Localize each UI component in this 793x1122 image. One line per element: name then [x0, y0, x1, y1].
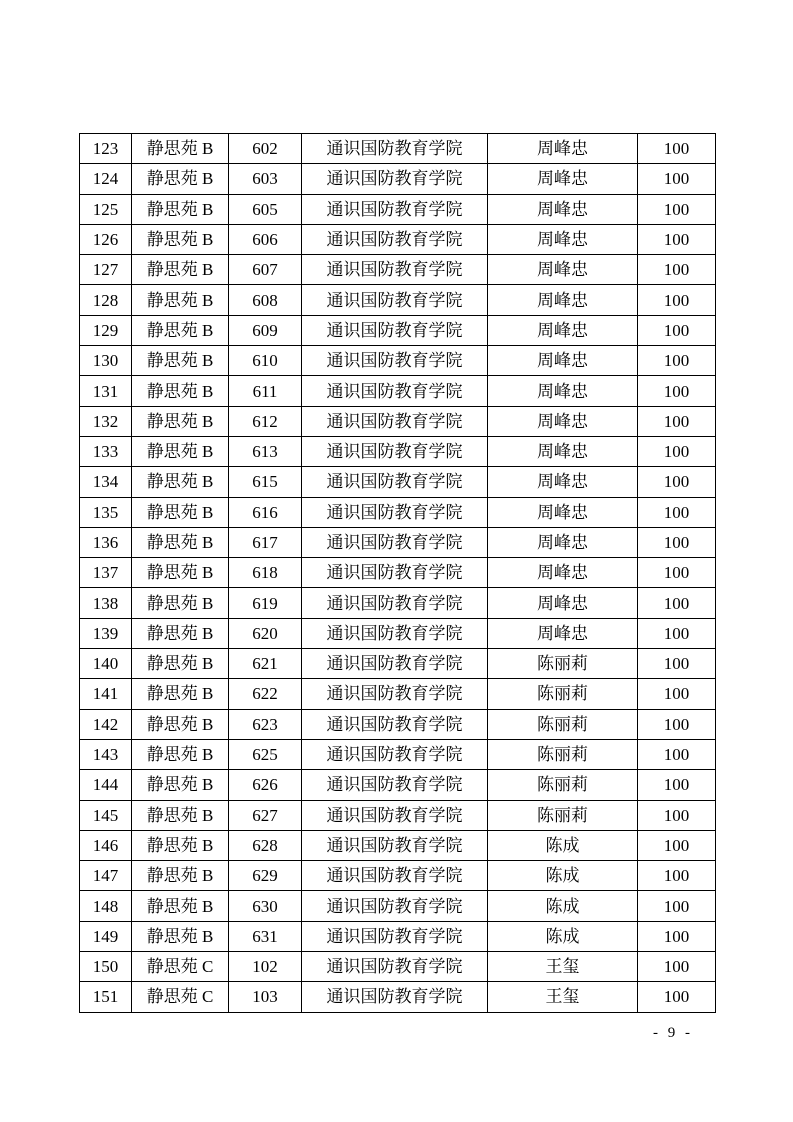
score-cell: 100 — [638, 376, 716, 406]
table-row — [80, 194, 716, 224]
score-cell: 100 — [638, 830, 716, 860]
building-cell: 静思苑 B — [132, 497, 229, 527]
person-cell: 周峰忠 — [488, 376, 638, 406]
room-cell: 629 — [229, 861, 302, 891]
row-index-cell: 147 — [80, 861, 132, 891]
table-row — [80, 588, 716, 618]
college-cell: 通识国防教育学院 — [302, 952, 488, 982]
college-cell: 通识国防教育学院 — [302, 164, 488, 194]
person-cell: 陈丽莉 — [488, 770, 638, 800]
score-cell: 100 — [638, 436, 716, 466]
person-cell: 周峰忠 — [488, 285, 638, 315]
table-row — [80, 497, 716, 527]
person-cell: 周峰忠 — [488, 588, 638, 618]
score-cell: 100 — [638, 224, 716, 254]
data-table — [79, 133, 716, 1013]
building-cell: 静思苑 B — [132, 255, 229, 285]
score-cell: 100 — [638, 164, 716, 194]
room-cell: 625 — [229, 739, 302, 769]
table-row — [80, 376, 716, 406]
row-index-cell: 146 — [80, 830, 132, 860]
building-cell: 静思苑 C — [132, 982, 229, 1012]
table-row — [80, 649, 716, 679]
room-cell: 617 — [229, 527, 302, 557]
score-cell: 100 — [638, 315, 716, 345]
building-cell: 静思苑 B — [132, 921, 229, 951]
score-cell: 100 — [638, 891, 716, 921]
room-cell: 618 — [229, 558, 302, 588]
table-row — [80, 315, 716, 345]
row-index-cell: 129 — [80, 315, 132, 345]
score-cell: 100 — [638, 952, 716, 982]
table-row — [80, 224, 716, 254]
table-row — [80, 982, 716, 1012]
person-cell: 周峰忠 — [488, 315, 638, 345]
college-cell: 通识国防教育学院 — [302, 739, 488, 769]
person-cell: 周峰忠 — [488, 436, 638, 466]
row-index-cell: 150 — [80, 952, 132, 982]
room-cell: 621 — [229, 649, 302, 679]
row-index-cell: 140 — [80, 649, 132, 679]
college-cell: 通识国防教育学院 — [302, 649, 488, 679]
row-index-cell: 123 — [80, 134, 132, 164]
college-cell: 通识国防教育学院 — [302, 770, 488, 800]
row-index-cell: 130 — [80, 346, 132, 376]
college-cell: 通识国防教育学院 — [302, 134, 488, 164]
row-index-cell: 148 — [80, 891, 132, 921]
college-cell: 通识国防教育学院 — [302, 436, 488, 466]
building-cell: 静思苑 B — [132, 436, 229, 466]
room-cell: 616 — [229, 497, 302, 527]
college-cell: 通识国防教育学院 — [302, 255, 488, 285]
building-cell: 静思苑 B — [132, 134, 229, 164]
person-cell: 周峰忠 — [488, 134, 638, 164]
row-index-cell: 132 — [80, 406, 132, 436]
score-cell: 100 — [638, 770, 716, 800]
person-cell: 陈丽莉 — [488, 739, 638, 769]
person-cell: 周峰忠 — [488, 618, 638, 648]
table-row — [80, 285, 716, 315]
building-cell: 静思苑 B — [132, 649, 229, 679]
college-cell: 通识国防教育学院 — [302, 467, 488, 497]
table-row — [80, 800, 716, 830]
building-cell: 静思苑 B — [132, 376, 229, 406]
person-cell: 陈丽莉 — [488, 800, 638, 830]
building-cell: 静思苑 B — [132, 770, 229, 800]
college-cell: 通识国防教育学院 — [302, 921, 488, 951]
table-row — [80, 891, 716, 921]
building-cell: 静思苑 B — [132, 558, 229, 588]
score-cell: 100 — [638, 861, 716, 891]
college-cell: 通识国防教育学院 — [302, 830, 488, 860]
building-cell: 静思苑 B — [132, 800, 229, 830]
college-cell: 通识国防教育学院 — [302, 891, 488, 921]
college-cell: 通识国防教育学院 — [302, 588, 488, 618]
score-cell: 100 — [638, 982, 716, 1012]
college-cell: 通识国防教育学院 — [302, 376, 488, 406]
college-cell: 通识国防教育学院 — [302, 709, 488, 739]
building-cell: 静思苑 B — [132, 618, 229, 648]
person-cell: 陈丽莉 — [488, 679, 638, 709]
building-cell: 静思苑 B — [132, 315, 229, 345]
college-cell: 通识国防教育学院 — [302, 861, 488, 891]
row-index-cell: 135 — [80, 497, 132, 527]
score-cell: 100 — [638, 255, 716, 285]
table-row — [80, 679, 716, 709]
building-cell: 静思苑 B — [132, 164, 229, 194]
room-cell: 615 — [229, 467, 302, 497]
person-cell: 周峰忠 — [488, 164, 638, 194]
building-cell: 静思苑 B — [132, 679, 229, 709]
building-cell: 静思苑 B — [132, 467, 229, 497]
row-index-cell: 128 — [80, 285, 132, 315]
room-cell: 620 — [229, 618, 302, 648]
score-cell: 100 — [638, 679, 716, 709]
college-cell: 通识国防教育学院 — [302, 497, 488, 527]
room-cell: 611 — [229, 376, 302, 406]
room-cell: 103 — [229, 982, 302, 1012]
room-cell: 630 — [229, 891, 302, 921]
table-row — [80, 739, 716, 769]
person-cell: 陈成 — [488, 861, 638, 891]
room-cell: 613 — [229, 436, 302, 466]
row-index-cell: 131 — [80, 376, 132, 406]
row-index-cell: 138 — [80, 588, 132, 618]
room-cell: 626 — [229, 770, 302, 800]
person-cell: 陈丽莉 — [488, 709, 638, 739]
person-cell: 周峰忠 — [488, 224, 638, 254]
table-body — [80, 134, 716, 1013]
score-cell: 100 — [638, 527, 716, 557]
row-index-cell: 125 — [80, 194, 132, 224]
room-cell: 609 — [229, 315, 302, 345]
building-cell: 静思苑 B — [132, 891, 229, 921]
score-cell: 100 — [638, 346, 716, 376]
college-cell: 通识国防教育学院 — [302, 194, 488, 224]
table-row — [80, 558, 716, 588]
room-cell: 608 — [229, 285, 302, 315]
room-cell: 605 — [229, 194, 302, 224]
row-index-cell: 136 — [80, 527, 132, 557]
row-index-cell: 144 — [80, 770, 132, 800]
person-cell: 周峰忠 — [488, 194, 638, 224]
college-cell: 通识国防教育学院 — [302, 679, 488, 709]
building-cell: 静思苑 B — [132, 224, 229, 254]
person-cell: 周峰忠 — [488, 467, 638, 497]
person-cell: 陈丽莉 — [488, 649, 638, 679]
college-cell: 通识国防教育学院 — [302, 982, 488, 1012]
table-row — [80, 346, 716, 376]
building-cell: 静思苑 B — [132, 285, 229, 315]
room-cell: 607 — [229, 255, 302, 285]
table-row — [80, 709, 716, 739]
score-cell: 100 — [638, 921, 716, 951]
room-cell: 610 — [229, 346, 302, 376]
building-cell: 静思苑 B — [132, 527, 229, 557]
table-row — [80, 134, 716, 164]
table-row — [80, 921, 716, 951]
row-index-cell: 143 — [80, 739, 132, 769]
room-cell: 631 — [229, 921, 302, 951]
score-cell: 100 — [638, 497, 716, 527]
table-row — [80, 618, 716, 648]
college-cell: 通识国防教育学院 — [302, 618, 488, 648]
person-cell: 王玺 — [488, 982, 638, 1012]
table-row — [80, 527, 716, 557]
table-row — [80, 467, 716, 497]
row-index-cell: 141 — [80, 679, 132, 709]
building-cell: 静思苑 B — [132, 739, 229, 769]
row-index-cell: 133 — [80, 436, 132, 466]
room-cell: 603 — [229, 164, 302, 194]
row-index-cell: 134 — [80, 467, 132, 497]
score-cell: 100 — [638, 194, 716, 224]
college-cell: 通识国防教育学院 — [302, 285, 488, 315]
score-cell: 100 — [638, 467, 716, 497]
person-cell: 王玺 — [488, 952, 638, 982]
score-cell: 100 — [638, 558, 716, 588]
college-cell: 通识国防教育学院 — [302, 558, 488, 588]
row-index-cell: 151 — [80, 982, 132, 1012]
score-cell: 100 — [638, 709, 716, 739]
row-index-cell: 127 — [80, 255, 132, 285]
person-cell: 周峰忠 — [488, 255, 638, 285]
room-cell: 622 — [229, 679, 302, 709]
score-cell: 100 — [638, 588, 716, 618]
table-row — [80, 436, 716, 466]
row-index-cell: 145 — [80, 800, 132, 830]
person-cell: 陈成 — [488, 830, 638, 860]
room-cell: 102 — [229, 952, 302, 982]
score-cell: 100 — [638, 285, 716, 315]
building-cell: 静思苑 B — [132, 709, 229, 739]
table-row — [80, 164, 716, 194]
row-index-cell: 137 — [80, 558, 132, 588]
person-cell: 周峰忠 — [488, 406, 638, 436]
row-index-cell: 126 — [80, 224, 132, 254]
room-cell: 619 — [229, 588, 302, 618]
table-row — [80, 830, 716, 860]
person-cell: 陈成 — [488, 891, 638, 921]
score-cell: 100 — [638, 406, 716, 436]
table-row — [80, 861, 716, 891]
room-cell: 627 — [229, 800, 302, 830]
person-cell: 周峰忠 — [488, 497, 638, 527]
person-cell: 周峰忠 — [488, 346, 638, 376]
score-cell: 100 — [638, 618, 716, 648]
building-cell: 静思苑 B — [132, 346, 229, 376]
building-cell: 静思苑 B — [132, 861, 229, 891]
score-cell: 100 — [638, 800, 716, 830]
table-row — [80, 770, 716, 800]
person-cell: 周峰忠 — [488, 527, 638, 557]
score-cell: 100 — [638, 649, 716, 679]
score-cell: 100 — [638, 739, 716, 769]
college-cell: 通识国防教育学院 — [302, 527, 488, 557]
college-cell: 通识国防教育学院 — [302, 406, 488, 436]
table-row — [80, 952, 716, 982]
building-cell: 静思苑 C — [132, 952, 229, 982]
person-cell: 周峰忠 — [488, 558, 638, 588]
row-index-cell: 142 — [80, 709, 132, 739]
college-cell: 通识国防教育学院 — [302, 346, 488, 376]
college-cell: 通识国防教育学院 — [302, 315, 488, 345]
building-cell: 静思苑 B — [132, 830, 229, 860]
college-cell: 通识国防教育学院 — [302, 800, 488, 830]
row-index-cell: 139 — [80, 618, 132, 648]
score-cell: 100 — [638, 134, 716, 164]
room-cell: 628 — [229, 830, 302, 860]
table-row — [80, 406, 716, 436]
room-cell: 623 — [229, 709, 302, 739]
room-cell: 602 — [229, 134, 302, 164]
room-cell: 606 — [229, 224, 302, 254]
building-cell: 静思苑 B — [132, 194, 229, 224]
building-cell: 静思苑 B — [132, 588, 229, 618]
college-cell: 通识国防教育学院 — [302, 224, 488, 254]
page-number: - 9 - — [653, 1025, 693, 1041]
table-row — [80, 255, 716, 285]
row-index-cell: 124 — [80, 164, 132, 194]
person-cell: 陈成 — [488, 921, 638, 951]
building-cell: 静思苑 B — [132, 406, 229, 436]
room-cell: 612 — [229, 406, 302, 436]
row-index-cell: 149 — [80, 921, 132, 951]
